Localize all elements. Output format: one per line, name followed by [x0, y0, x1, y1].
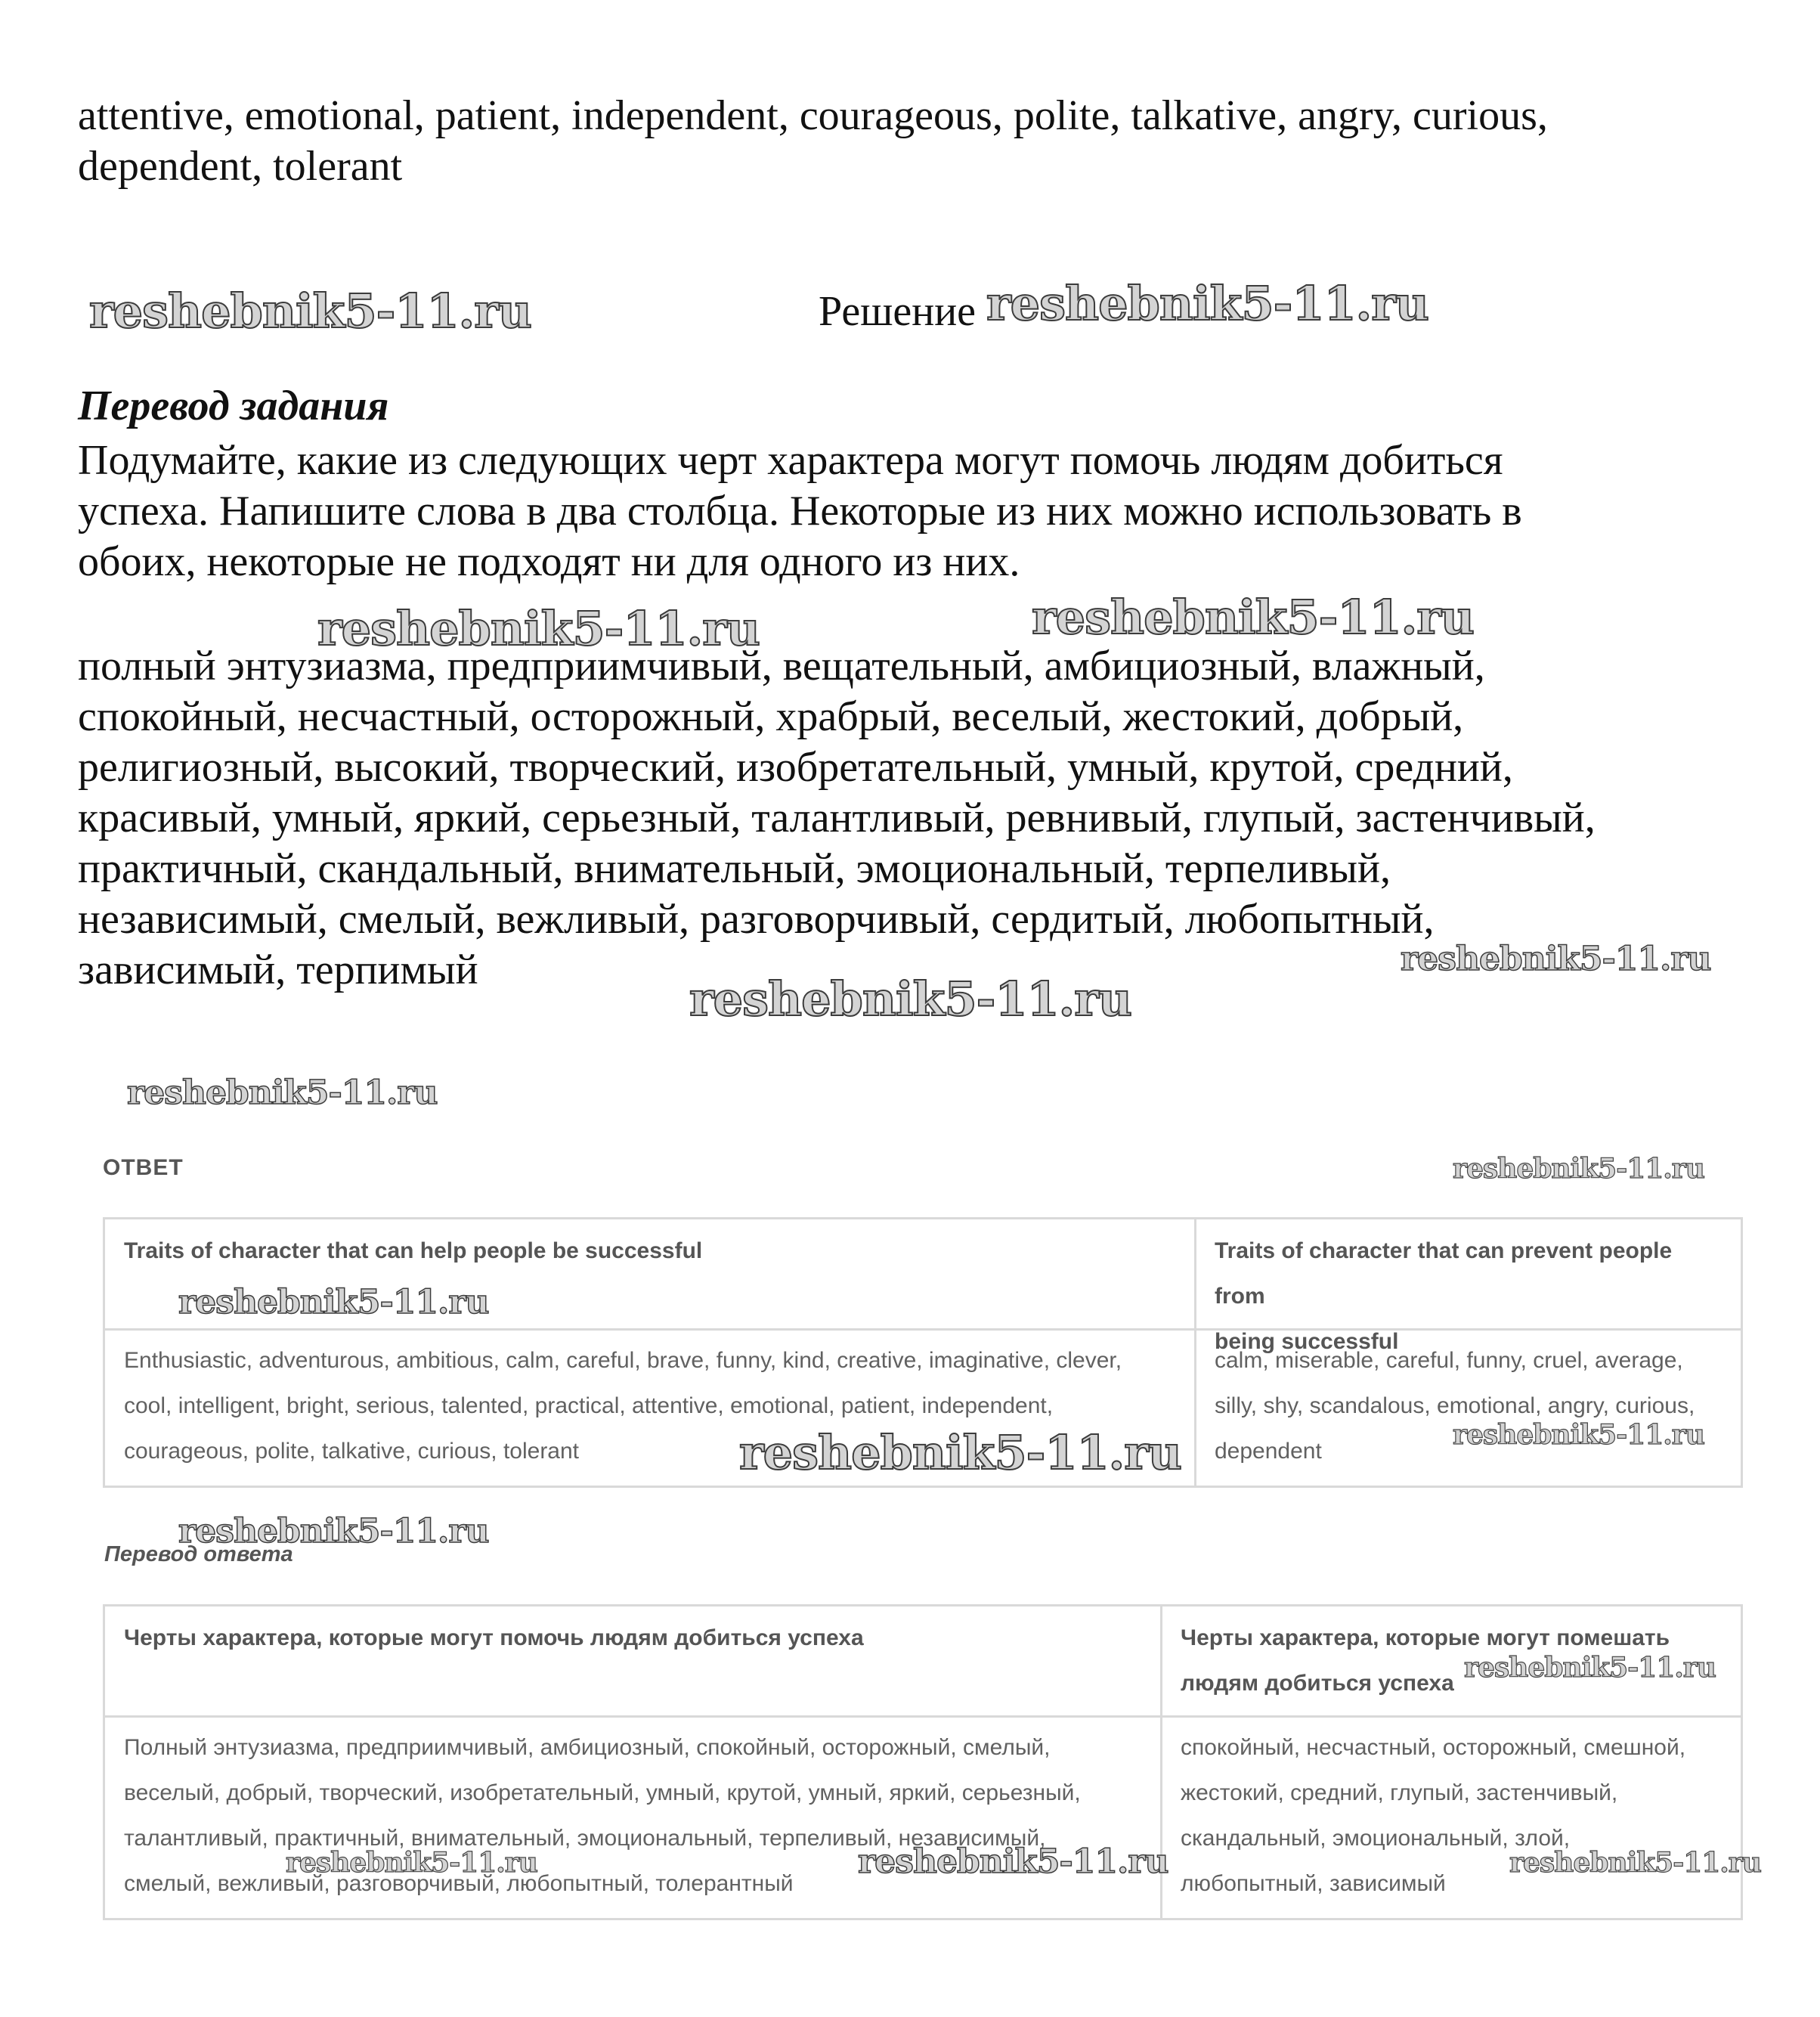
watermark: reshebnik5-11.ru [1464, 1652, 1716, 1684]
cell-line: silly, shy, scandalous, emotional, angry, curious, [1215, 1393, 1695, 1418]
watermark: reshebnik5-11.ru [178, 1512, 489, 1551]
table-divider [103, 1715, 1743, 1718]
cell-line: Полный энтузиазма, предприимчивый, амбициозный, спокойный, осторожный, смелый, [124, 1735, 1051, 1760]
answer-translation-label: Перевод ответа [104, 1542, 293, 1566]
watermark: reshebnik5-11.ru [89, 283, 531, 339]
task-translation-line-1: Подумайте, какие из следующих черт характера могут помочь людям добиться [78, 437, 1503, 484]
watermark: reshebnik5-11.ru [986, 276, 1428, 331]
watermark: reshebnik5-11.ru [689, 971, 1131, 1027]
table-divider [1194, 1217, 1196, 1488]
header-line: людям добиться успеха [1181, 1671, 1454, 1696]
cell-line: courageous, polite, talkative, curious, tolerant [124, 1439, 580, 1464]
answer-label: ОТВЕТ [103, 1155, 184, 1180]
task-translation-line-3: обоих, некоторые не подходят ни для одного из них. [78, 538, 1020, 585]
watermark: reshebnik5-11.ru [1032, 590, 1474, 645]
watermark: reshebnik5-11.ru [1401, 940, 1711, 978]
header-line: Черты характера, которые могут помешать [1181, 1625, 1670, 1650]
cell-line: веселый, добрый, творческий, изобретательный, умный, крутой, умный, яркий, серьезный, [124, 1780, 1081, 1805]
word-list-line-4: красивый, умный, яркий, серьезный, талантливый, ревнивый, глупый, застенчивый, [78, 795, 1596, 841]
watermark: reshebnik5-11.ru [286, 1847, 537, 1879]
cell-line: calm, miserable, careful, funny, cruel, average, [1215, 1348, 1683, 1373]
solution-label: Решение [819, 288, 977, 335]
cell-line: dependent [1215, 1439, 1322, 1464]
word-list-line-7: зависимый, терпимый [78, 947, 478, 993]
word-list-line-2: спокойный, несчастный, осторожный, храбрый, веселый, жестокий, добрый, [78, 693, 1464, 740]
word-list-line-1: полный энтузиазма, предприимчивый, вещательный, амбициозный, влажный, [78, 643, 1485, 689]
translation-cell-prevent [1164, 1725, 1738, 1907]
watermark: reshebnik5-11.ru [858, 1842, 1168, 1881]
watermark: reshebnik5-11.ru [1509, 1847, 1761, 1879]
cell-line: Enthusiastic, adventurous, ambitious, calm, careful, brave, funny, kind, creative, imaginative, clever, [124, 1348, 1122, 1373]
cell-line: любопытный, зависимый [1181, 1871, 1446, 1896]
header-line: Traits of character that can help people be successful [124, 1238, 703, 1263]
word-list-line-3: религиозный, высокий, творческий, изобретательный, умный, крутой, средний, [78, 744, 1513, 791]
cell-line: жестокий, средний, глупый, застенчивый, [1181, 1780, 1618, 1805]
header-line: Traits of character that can prevent people from [1215, 1238, 1673, 1309]
watermark: reshebnik5-11.ru [127, 1074, 438, 1112]
header-line: Черты характера, которые могут помочь людям добиться успеха [124, 1625, 864, 1650]
intro-line-1: attentive, emotional, patient, independent, courageous, polite, talkative, angry, curious, [78, 92, 1548, 139]
answer-cell-prevent [1198, 1338, 1738, 1474]
answer-header-success [107, 1228, 1192, 1274]
watermark: reshebnik5-11.ru [1453, 1153, 1704, 1185]
cell-line: cool, intelligent, bright, serious, talented, practical, attentive, emotional, patient, independent, [124, 1393, 1054, 1418]
task-translation-line-2: успеха. Напишите слова в два столбца. Некоторые из них можно использовать в [78, 488, 1522, 534]
task-translation-heading: Перевод задания [78, 383, 389, 429]
watermark: reshebnik5-11.ru [178, 1283, 489, 1321]
word-list-line-6: независимый, смелый, вежливый, разговорчивый, сердитый, любопытный, [78, 896, 1435, 943]
header-line: being successful [1215, 1329, 1399, 1354]
translation-header-success [107, 1616, 1158, 1661]
cell-line: спокойный, несчастный, осторожный, смешной, [1181, 1735, 1686, 1760]
cell-line: талантливый, практичный, внимательный, эмоциональный, терпеливый, независимый, [124, 1826, 1046, 1851]
cell-line: смелый, вежливый, разговорчивый, любопытный, толерантный [124, 1871, 794, 1896]
watermark: reshebnik5-11.ru [317, 601, 760, 656]
watermark: reshebnik5-11.ru [1453, 1419, 1704, 1451]
intro-line-2: dependent, tolerant [78, 143, 403, 190]
word-list-line-5: практичный, скандальный, внимательный, эмоциональный, терпеливый, [78, 845, 1391, 892]
cell-line: скандальный, эмоциональный, злой, [1181, 1826, 1571, 1851]
watermark: reshebnik5-11.ru [739, 1425, 1181, 1480]
